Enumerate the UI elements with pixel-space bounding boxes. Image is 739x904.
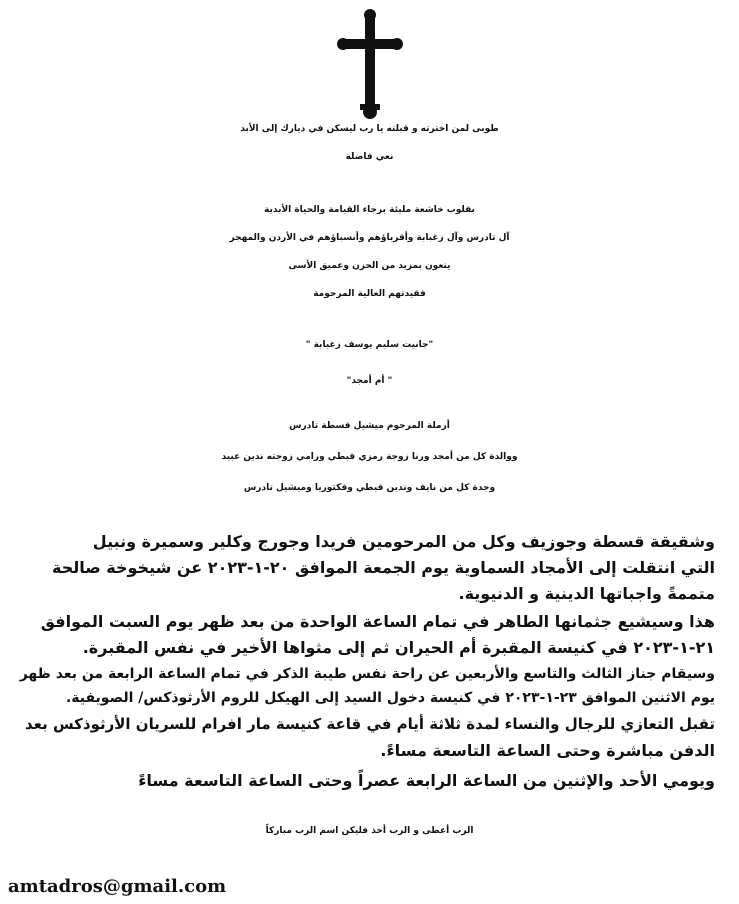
announcement-line-4: فقيدتهم الغالية المرحومة: [313, 289, 426, 299]
deceased-name: "جانيت سليم يوسف زغبابة ": [305, 340, 434, 350]
siblings-line: وشقيقة قسطة وجوزيف وكل من المرحومين فريدا وجورج وكلير وسميرة ونبيل: [92, 532, 715, 551]
contact-email[interactable]: amtadros@gmail.com: [8, 876, 227, 897]
funeral-line-2: ٢١-١-٢٠٢٣ في كنيسة المقبرة أم الحيران ثم إلى مثواها الأخير في نفس المقبرة.: [82, 638, 715, 657]
verse-text: طوبى لمن اخترته و قبلته يا رب ليسكن في ديارك إلى الأبد: [240, 124, 499, 134]
closing-verse: الرب أعطى و الرب أخذ فليكن اسم الرب مباركاً: [265, 826, 474, 836]
obituary-title: نعي فاضلة: [345, 152, 394, 162]
mother-line: ووالدة كل من أمجد ورنا زوجة رمزي قبطي ورامي زوجته ندين عبيد: [221, 452, 518, 462]
grandmother-line: وجدة كل من نايف وندين قبطي وفكتوريا وميشيل تادرس: [243, 483, 496, 493]
funeral-line-1: هذا وسيشيع جثمانها الطاهر في تمام الساعة الواحدة من بعد ظهر يوم السبت الموافق: [40, 612, 715, 631]
announcement-line-1: بقلوب خاشعة مليئة برجاء القيامة والحياة الأبدية: [264, 205, 475, 215]
condolence-line-1: تقبل التعازي للرجال والنساء لمدة ثلاثة أيام في قاعة كنيسة مار افرام للسريان الأرثوذكس بعد: [24, 715, 715, 733]
condolence-line-3: ويومي الأحد والإثنين من الساعة الرابعة عصراً وحتى الساعة التاسعة مساءً: [138, 771, 715, 790]
memorial-line-1: وسيقام جناز الثالث والتاسع والأربعين عن راحة نفس طيبة الذكر في تمام الساعة الرابعة من بعد ظهر: [19, 666, 715, 682]
memorial-line-2: يوم الاثنين الموافق ٢٣-١-٢٠٢٣ في كنيسة دخول السيد إلى الهيكل للروم الأرثوذكس/ الصويفية.: [65, 690, 715, 706]
announcement-line-3: ينعون بمزيد من الحزن وعميق الأسى: [288, 261, 451, 271]
widow-line: أرملة المرحوم ميشيل قسطة تادرس: [289, 421, 450, 431]
passing-line: التي انتقلت إلى الأمجاد السماوية يوم الجمعة الموافق ٢٠-١-٢٠٢٣ عن شيخوخة صالحة: [51, 558, 715, 577]
deceased-nickname: " أم أمجد": [346, 376, 393, 386]
announcement-line-2: آل تادرس وآل زغبابة وأقرباؤهم وأنسباؤهم في الأردن والمهجر: [229, 233, 510, 243]
condolence-line-2: الدفن مباشرة وحتى الساعة التاسعة مساءً.: [380, 741, 715, 760]
orthodox-cross-icon: [336, 8, 404, 120]
duties-line: متممةً واجباتها الدينية و الدنيوية.: [458, 584, 715, 603]
